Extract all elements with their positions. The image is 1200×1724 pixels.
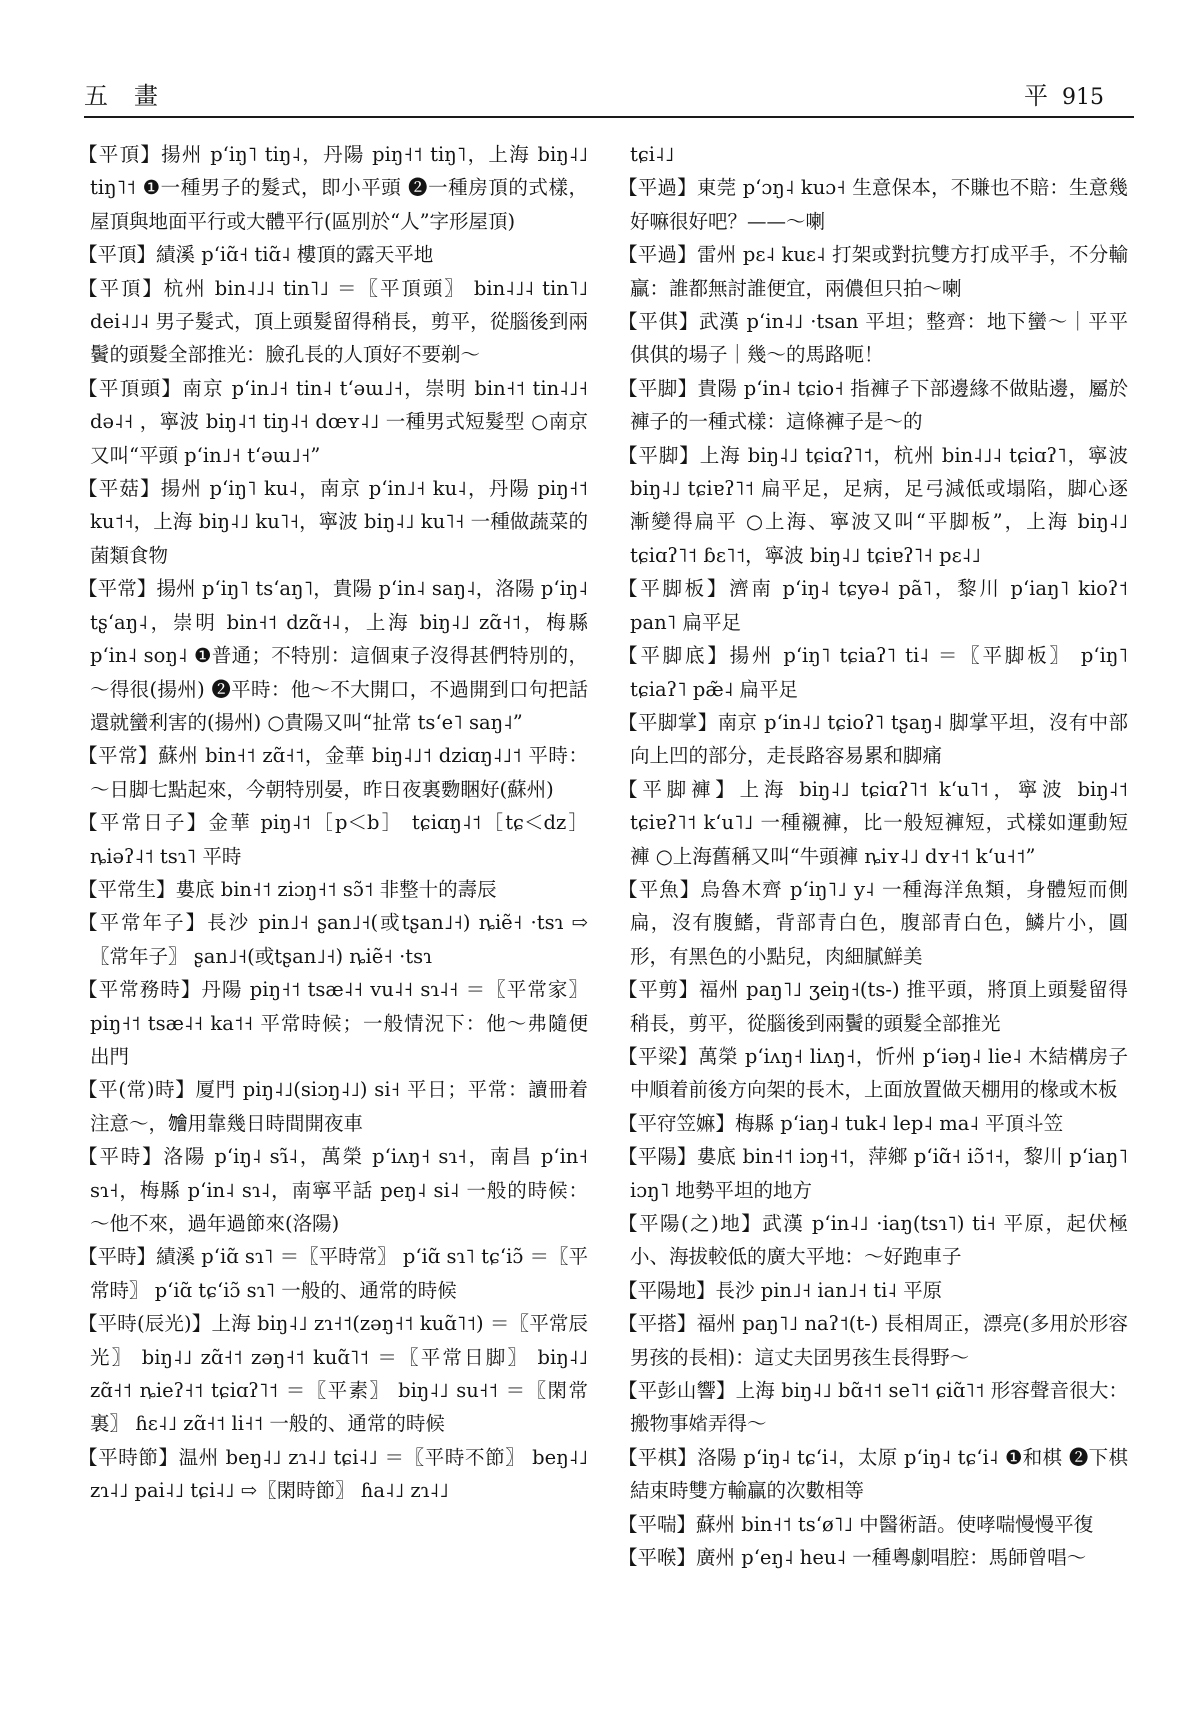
dictionary-entry <box>618 873 1128 973</box>
dictionary-entry <box>78 1240 588 1307</box>
entry-text: 濟南 pʻiŋ˨ tɕyə˨ pã˥，黎川 pʻiaŋ˥ kioʔ˦ pan˥ 扁平足 <box>630 577 1128 634</box>
entry-text: 婁底 bin˧˦ iɔŋ˧˦，萍鄉 pʻiɑ̃˧ iɔ̃˦˧，黎川 pʻiaŋ˥ iɔŋ˥ 地勢平坦的地方 <box>630 1145 1128 1202</box>
entry-headword: 【平過】 <box>618 243 697 267</box>
dictionary-entry <box>78 739 588 806</box>
entry-headword: 【平彭山響】 <box>618 1379 736 1403</box>
entry-headword: 【平脚】 <box>618 376 698 400</box>
dictionary-entry <box>78 138 588 238</box>
entry-text: 上海 biŋ˨˩ tɕiɑʔ˥˦ kʻu˥˦，寧波 biŋ˨˦ tɕiɐʔ˥˦ kʻu˥˩ 一種襯褲，比一般短褲短，式樣如運動短褲 ○上海舊稱又叫“牛頭褲 ȵiʏ˨˩ dʏ˧˦ kʻu˧˦” <box>630 777 1128 868</box>
entry-headword: 【平𡧛笠嫲】 <box>618 1111 736 1135</box>
dictionary-entry <box>618 372 1128 439</box>
entry-headword: 【平喘】 <box>618 1512 697 1536</box>
entry-text: 洛陽 pʻiŋ˨ sɿ̃˨，萬榮 pʻiʌŋ˧ sɿ˧，南昌 pʻin˧ sɿ˧，梅縣 pʻin˨ sɿ˨，南寧平話 peŋ˨ si˨ 一般的時候：～他不來，過年過節來(洛陽) <box>90 1145 588 1235</box>
entry-text: 揚州 pʻiŋ˥ tɕiaʔ˥ ti˨ ＝〖平脚板〗 pʻiŋ˥ tɕiaʔ˥ pæ̃˨ 扁平足 <box>630 644 1128 701</box>
dictionary-entry <box>618 1541 1128 1574</box>
entry-headword: 【平脚掌】 <box>618 710 718 734</box>
dictionary-entry <box>78 1441 588 1508</box>
entry-headword: 【平棋】 <box>618 1445 698 1469</box>
entry-text: 揚州 pʻiŋ˥ ku˨，南京 pʻin˩˧ ku˨，丹陽 piŋ˧˦ ku˦˧，上海 biŋ˨˩ ku˥˧，寧波 biŋ˨˩ ku˥˧ 一種做蔬菜的菌類食物 <box>90 477 588 567</box>
entry-headword: 【平陽(之)地】 <box>618 1212 763 1235</box>
dictionary-entry <box>618 1107 1128 1140</box>
entry-text: 貴陽 pʻin˨ tɕio˧ 指褲子下部邊緣不做貼邊，屬於褲子的一種式樣：這條褲子是～的 <box>630 376 1128 434</box>
entry-text: 績溪 pʻiɑ̃˧ tiɑ̃˨ 樓頂的露天平地 <box>156 243 434 267</box>
entry-headword: 【平(常)時】 <box>78 1078 196 1102</box>
entry-headword: 【平脚褲】 <box>618 777 740 801</box>
entry-headword: 【平菇】 <box>78 477 161 501</box>
section-title: 五畫 <box>84 82 184 110</box>
dictionary-entry <box>78 572 588 739</box>
entry-headword: 【平過】 <box>618 176 697 200</box>
entry-headword: 【平剪】 <box>618 978 699 1002</box>
dictionary-entry <box>78 806 588 873</box>
dictionary-entry <box>618 1140 1128 1207</box>
entry-headword: 【平梁】 <box>618 1044 699 1068</box>
entry-headword: 【平常】 <box>78 744 159 768</box>
entry-headword: 【平頂】 <box>78 243 157 267</box>
entry-headword: 【平常生】 <box>78 877 176 901</box>
entry-headword: 【平時節】 <box>78 1445 179 1469</box>
page-info <box>1024 76 1104 111</box>
dictionary-entry <box>618 1207 1128 1274</box>
dictionary-entry <box>618 1040 1128 1107</box>
entry-headword: 【平喉】 <box>618 1546 697 1570</box>
entry-headword: 【平常年子】 <box>78 911 208 935</box>
entry-headword: 【平倛】 <box>618 310 700 334</box>
entry-text: 福州 paŋ˥˩ ʒeiŋ˧(ts-) 推平頭，將頂上頭髮留得稍長，剪平，從腦後到兩鬢的頭髮全部推光 <box>630 978 1128 1035</box>
entry-headword: 【平時】 <box>78 1245 157 1269</box>
dictionary-entry <box>618 1441 1128 1508</box>
dictionary-entry <box>618 973 1128 1040</box>
dictionary-entry <box>618 572 1128 639</box>
dictionary-entry <box>78 1307 588 1441</box>
entry-text: 廣州 pʻeŋ˨ heu˨ 一種粵劇唱腔：馬師曾唱～ <box>696 1546 1087 1570</box>
dictionary-entry <box>618 171 1128 238</box>
dictionary-entry <box>78 973 588 1073</box>
entry-headword: 【平時】 <box>78 1145 164 1169</box>
entry-headword: 【平常日子】 <box>78 811 209 835</box>
dictionary-entry <box>78 272 588 372</box>
entry-text: 梅縣 pʻiaŋ˨ tuk˨ lep˨ ma˨ 平頂斗笠 <box>735 1111 1064 1135</box>
entry-text: tɕi˨˩ <box>630 143 675 166</box>
dictionary-entry <box>78 1140 588 1240</box>
head-character: 平 <box>1024 82 1048 110</box>
left-column <box>78 138 588 1508</box>
dictionary-entry <box>618 706 1128 773</box>
entry-text: 蘇州 bin˧˦ zɑ̃˧˦，金華 biŋ˨˩˦ dziɑŋ˨˩˦ 平時：～日脚七點起來，今朝特別晏，昨日夜裏覅睏好(蘇州) <box>90 744 588 801</box>
running-header <box>84 76 1134 118</box>
entry-headword: 【平脚板】 <box>618 577 730 601</box>
dictionary-entry <box>618 238 1128 305</box>
entry-text: 婁底 bin˧˦ ziɔŋ˧˦ sɔ̃˦ 非整十的壽辰 <box>175 877 497 901</box>
entry-text: 長沙 pin˩˧ ian˩˧ ti˨ 平原 <box>715 1278 943 1302</box>
entry-headword: 【平時(辰光)】 <box>78 1312 212 1336</box>
entry-text: 揚州 pʻiŋ˥ tsʻaŋ˥，貴陽 pʻin˨ saŋ˨，洛陽 pʻiŋ˨ tʂʻaŋ˨，崇明 bin˧˦ dzɑ̃˧˨，上海 biŋ˨˩ zɑ̃˧˦，梅縣 pʻin˨ soŋ˨ ❶普通；不特別：這個東子沒得甚們特別的，～得很(揚州) ❷平時：他～不大開口，不過開到口句把話還就蠻利害的(揚州) ○貴陽又叫“扯常 tsʻe˥ saŋ˨” <box>90 577 588 734</box>
dictionary-entry <box>618 1508 1128 1541</box>
dictionary-entry <box>78 1073 588 1140</box>
dictionary-entry <box>78 906 588 973</box>
entry-text: 績溪 pʻiɑ̃ sɿ˥ ＝〖平時常〗 pʻiɑ̃ sɿ˥ tɕʻiɔ̃ ＝〖平常時〗 pʻiɑ̃ tɕʻiɔ̃ sɿ˥ 一般的、通常的時候 <box>90 1245 588 1302</box>
entry-headword: 【平魚】 <box>618 877 701 901</box>
dictionary-entry <box>78 238 588 271</box>
entry-headword: 【平陽】 <box>618 1145 697 1169</box>
entry-text: 揚州 pʻiŋ˥ tiŋ˨，丹陽 piŋ˧˦ tiŋ˥，上海 biŋ˨˩ tiŋ˥˦ ❶一種男子的髮式，即小平頭 ❷一種房頂的式樣，屋頂與地面平行或大體平行(區別於“人”字形屋頂) <box>90 143 588 233</box>
entry-headword: 【平搭】 <box>618 1312 697 1336</box>
entry-headword: 【平脚】 <box>618 443 700 467</box>
entry-headword: 【平常】 <box>78 577 157 601</box>
entry-text: 上海 biŋ˨˩ bɑ̃˧˦ se˥˦ ɕiɑ̃˥˦ 形容聲音很大：搬物事𡞞弄得～ <box>630 1379 1128 1436</box>
right-column <box>618 138 1128 1574</box>
entry-text: 武漢 pʻin˨˩ ·iaŋ(tsɿ˥) ti˧ 平原，起伏極小、海拔較低的廣大平地：～好跑車子 <box>630 1212 1128 1269</box>
entry-text: 福州 paŋ˥˩ naʔ˦(t-) 長相周正，漂亮(多用於形容男孩的長相)：這丈夫囝男孩生長得野～ <box>630 1312 1128 1369</box>
dictionary-entry <box>618 138 1128 171</box>
dictionary-entry <box>78 472 588 572</box>
dictionary-entry <box>618 639 1128 706</box>
entry-text: 杭州 bin˨˩˨ tin˥˩ ＝〖平頂頭〗 bin˨˩˨ tin˥˩ dei˨˩˨ 男子髮式，頂上頭髮留得稍長，剪平，從腦後到兩鬢的頭髮全部推光：臉孔長的人頂好不要剃～ <box>90 276 588 367</box>
entry-headword: 【平常務時】 <box>78 978 202 1002</box>
entry-text: 温州 beŋ˨˩ zɿ˨˩ tɕi˨˩ ＝〖平時不節〗 beŋ˨˩ zɿ˨˩ pai˨˩ tɕi˨˩ ⇨〖閑時節〗 ɦa˨˩ zɿ˨˩ <box>90 1445 588 1503</box>
entry-text: 長沙 pin˩˧ ʂan˩˧(或tʂan˩˧) ȵiẽ˧ ·tsɿ ⇨〖常年子〗 ʂan˩˧(或tʂan˩˧) ȵiẽ˧ ·tsɿ <box>90 911 588 968</box>
dictionary-entry <box>618 1374 1128 1441</box>
entry-text: 南京 pʻin˨˩ tɕioʔ˥ tʂaŋ˨ 脚掌平坦，沒有中部向上凹的部分，走長路容易累和脚痛 <box>630 710 1128 768</box>
entry-headword: 【平脚底】 <box>618 644 730 668</box>
dictionary-entry <box>78 873 588 906</box>
entry-text: 武漢 pʻin˨˩ ·tsan 平坦；整齊：地下蠻～｜平平倛倛的場子｜幾～的馬路呃！ <box>630 310 1128 367</box>
entry-text: 烏魯木齊 pʻiŋ˥˩ y˨ 一種海洋魚類，身體短而側扁，沒有腹鰭，背部青白色，腹部青白色，鱗片小，圓形，有黑色的小點兒，肉細膩鮮美 <box>630 877 1128 968</box>
entry-text: 上海 biŋ˨˩ tɕiɑʔ˥˦，杭州 bin˨˩˨ tɕiɑʔ˥，寧波 biŋ˨˩ tɕiɐʔ˥˦ 扁平足，足病，足弓減低或塌陷，脚心逐漸變得扁平 ○上海、寧波又叫“平脚板”，上海 biŋ˨˩ tɕiɑʔ˥˦ ɓɛ˥˦，寧波 biŋ˨˩ tɕiɐʔ˥˧ pɛ˨˩ <box>630 443 1128 567</box>
dictionary-entry <box>618 439 1128 573</box>
dictionary-entry <box>618 773 1128 873</box>
entry-text: 東莞 pʻɔŋ˨ kuɔ˧ 生意保本，不賺也不賠：生意幾好嘛很好吧？——～喇 <box>630 176 1128 233</box>
entry-text: 南京 pʻin˩˧ tin˨ tʻəɯ˩˧，崇明 bin˧˦ tin˨˩˧ də˨˧ ，寧波 biŋ˨˦ tiŋ˨˧ dœʏ˨˩ 一種男式短髮型 ○南京又叫“平頭 pʻin˩˧ tʻəɯ˩˧” <box>90 376 588 467</box>
entry-text: 萬榮 pʻiʌŋ˧ liʌŋ˧，忻州 pʻiəŋ˨ lie˨ 木結構房子中順着前後方向架的長木，上面放置做天棚用的椽或木板 <box>630 1044 1128 1102</box>
entry-text: 洛陽 pʻiŋ˨ tɕʻi˨，太原 pʻiŋ˨ tɕʻi˨ ❶和棋 ❷下棋結束時雙方輸贏的次數相等 <box>630 1445 1128 1503</box>
entry-text: 蘇州 bin˧˦ tsʻø˥˩ 中醫術語。使哮喘慢慢平復 <box>696 1512 1094 1536</box>
entry-text: 上海 biŋ˨˩ zɿ˧˦(zəŋ˧˦ kuɑ̃˥˦) ＝〖平常辰光〗 biŋ˨˩ zɑ̃˧˦ zəŋ˧˦ kuɑ̃˥˦ ＝〖平常日脚〗 biŋ˨˩ zɑ̃˧˦ ȵieʔ˧˦ tɕiɑʔ˥˦ ＝〖平素〗 biŋ˨˩ su˧˦ ＝〖閑常裏〗 ɦɛ˨˩ zɑ̃˧˦ li˧˦ 一般的、通常的時候 <box>90 1312 588 1436</box>
dictionary-entry <box>618 305 1128 372</box>
entry-text: 丹陽 piŋ˧˦ tsæ˨˧ vu˨˧ sɿ˨˧ ＝〖平常家〗 piŋ˧˦ tsæ˨˧ ka˦˧ 平常時候；一般情況下：他～弗隨便出門 <box>90 978 588 1068</box>
entry-headword: 【平頂】 <box>78 143 162 166</box>
dictionary-entry <box>78 372 588 472</box>
entry-headword: 【平頂頭】 <box>78 376 183 400</box>
entry-text: 雷州 pɛ˨ kuɛ˨ 打架或對抗雙方打成平手，不分輸贏：誰都無討誰便宜，兩儂但只拍～喇 <box>630 243 1128 300</box>
dictionary-entry <box>618 1307 1128 1374</box>
dictionary-entry <box>618 1274 1128 1307</box>
entry-headword: 【平陽地】 <box>618 1278 716 1302</box>
entry-text: 金華 piŋ˨˦［p＜b］ tɕiɑŋ˨˦［tɕ＜dz］ ȵiəʔ˨˦ tsɿ˥ 平時 <box>90 811 588 868</box>
entry-headword: 【平頂】 <box>78 276 164 300</box>
page-number: 915 <box>1062 85 1104 110</box>
entry-text: 厦門 piŋ˨˩(siɔŋ˨˩) si˧ 平日；平常：讀冊着注意～，𣍐用靠幾日時間開夜車 <box>90 1078 589 1135</box>
